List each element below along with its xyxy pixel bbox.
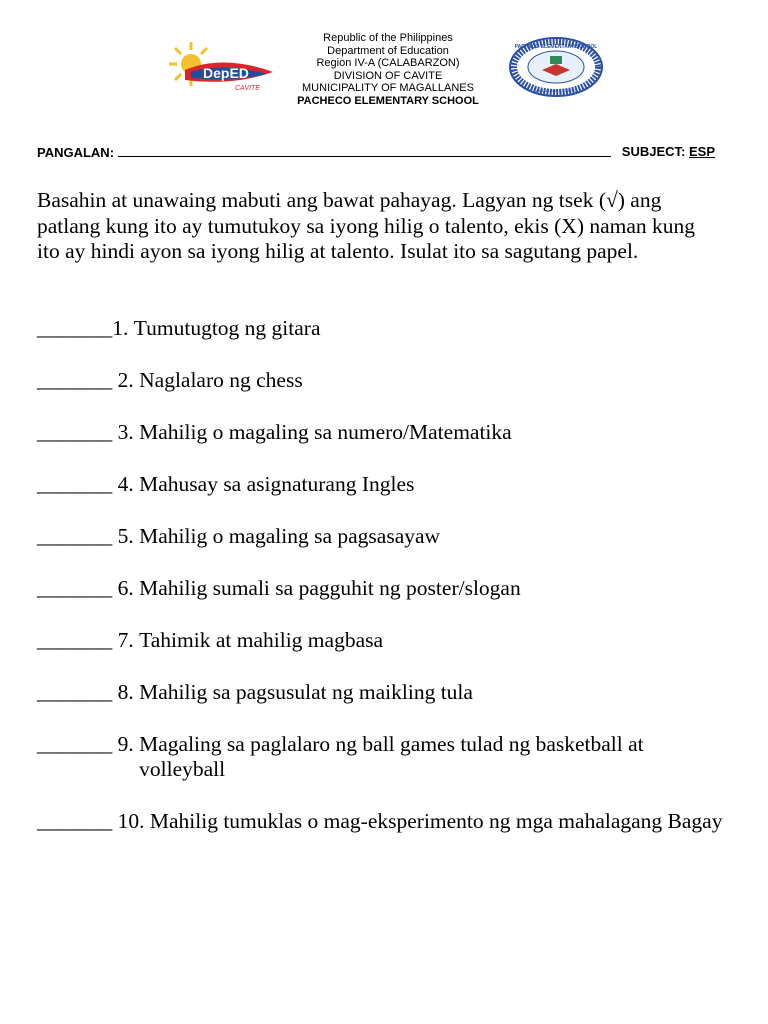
answer-blank[interactable]: _______ bbox=[37, 316, 113, 340]
list-item bbox=[37, 420, 727, 446]
item-number: 8. bbox=[117, 679, 140, 704]
item-number: 10. bbox=[117, 809, 150, 834]
item-text: Tumutugtog ng gitara bbox=[133, 316, 321, 340]
item-number: 1. bbox=[112, 316, 134, 340]
subject-field bbox=[622, 144, 715, 159]
item-text: Mahusay sa asignaturang Ingles bbox=[139, 471, 415, 496]
item-number: 3. bbox=[117, 419, 140, 444]
item-text: Tahimik at mahilig magbasa bbox=[139, 627, 384, 652]
header-line: Department of Education bbox=[327, 44, 449, 57]
school-name: PACHECO ELEMENTARY SCHOOL bbox=[297, 94, 479, 107]
instructions-paragraph: Basahin at unawaing mabuti ang bawat pahayag. Lagyan ng tsek (√) ang patlang kung ito ay tumutukoy sa iyong hilig o talento, ekis (X) naman kung ito ay hindi ayon sa iyong hilig at talento. Isulat ito sa sagutang papel. bbox=[37, 188, 696, 264]
item-text: Naglalaro ng chess bbox=[139, 367, 303, 392]
deped-cavite-logo bbox=[163, 34, 275, 96]
list-item bbox=[37, 472, 727, 498]
item-text: Mahilig sa pagsusulat ng maikling tula bbox=[139, 679, 473, 704]
subject-value: ESP bbox=[688, 144, 715, 159]
item-number: 4. bbox=[117, 471, 140, 496]
answer-blank[interactable]: _______ bbox=[37, 627, 118, 652]
answer-blank[interactable]: _______ bbox=[37, 731, 118, 756]
name-subject-row bbox=[37, 144, 715, 160]
name-blank-line[interactable] bbox=[118, 144, 611, 157]
list-item bbox=[37, 809, 727, 835]
svg-text:CAVITE: CAVITE bbox=[235, 85, 260, 92]
name-label: PANGALAN: bbox=[37, 145, 115, 160]
answer-blank[interactable]: _______ bbox=[37, 523, 118, 548]
answer-blank[interactable]: _______ bbox=[37, 679, 118, 704]
answer-blank[interactable]: _______ bbox=[37, 809, 118, 834]
school-seal-logo bbox=[506, 36, 606, 98]
header-line: MUNICIPALITY OF MAGALLANES bbox=[302, 82, 474, 95]
header-line: Region IV-A (CALABARZON) bbox=[316, 57, 460, 70]
list-item bbox=[37, 576, 727, 602]
subject-label: SUBJECT: bbox=[621, 144, 686, 159]
item-text: Mahilig o magaling sa pagsasayaw bbox=[139, 523, 441, 548]
document-header bbox=[0, 30, 768, 110]
header-line: DIVISION OF CAVITE bbox=[333, 69, 443, 82]
item-text: Mahilig o magaling sa numero/Matematika bbox=[139, 419, 512, 444]
item-text: Mahilig sumali sa pagguhit ng poster/slogan bbox=[139, 575, 521, 600]
item-number: 2. bbox=[117, 367, 140, 392]
item-number: 9. bbox=[117, 731, 140, 756]
answer-blank[interactable]: _______ bbox=[37, 471, 118, 496]
item-list bbox=[37, 316, 727, 861]
list-item bbox=[37, 732, 727, 783]
list-item bbox=[37, 628, 727, 654]
item-number: 7. bbox=[117, 627, 140, 652]
item-number: 5. bbox=[117, 523, 140, 548]
header-line: Republic of the Philippines bbox=[323, 32, 453, 44]
item-text: Magaling sa paglalaro ng ball games tulad ng basketball at volleyball bbox=[139, 731, 644, 782]
list-item bbox=[37, 524, 727, 550]
list-item bbox=[37, 368, 727, 394]
list-item bbox=[37, 680, 727, 706]
header-text-block bbox=[288, 32, 488, 108]
item-number: 6. bbox=[117, 575, 140, 600]
list-item bbox=[37, 316, 727, 342]
svg-text:MAGALLANES, CAVITE: MAGALLANES, CAVITE bbox=[534, 88, 578, 93]
svg-text:DepED: DepED bbox=[203, 65, 249, 81]
answer-blank[interactable]: _______ bbox=[37, 419, 118, 444]
item-text: Mahilig tumuklas o mag-eksperimento ng mga mahalagang Bagay bbox=[149, 809, 723, 834]
svg-text:PACHECO ELEMENTARY SCHOOL: PACHECO ELEMENTARY SCHOOL bbox=[514, 44, 598, 50]
answer-blank[interactable]: _______ bbox=[37, 367, 118, 392]
answer-blank[interactable]: _______ bbox=[37, 575, 118, 600]
